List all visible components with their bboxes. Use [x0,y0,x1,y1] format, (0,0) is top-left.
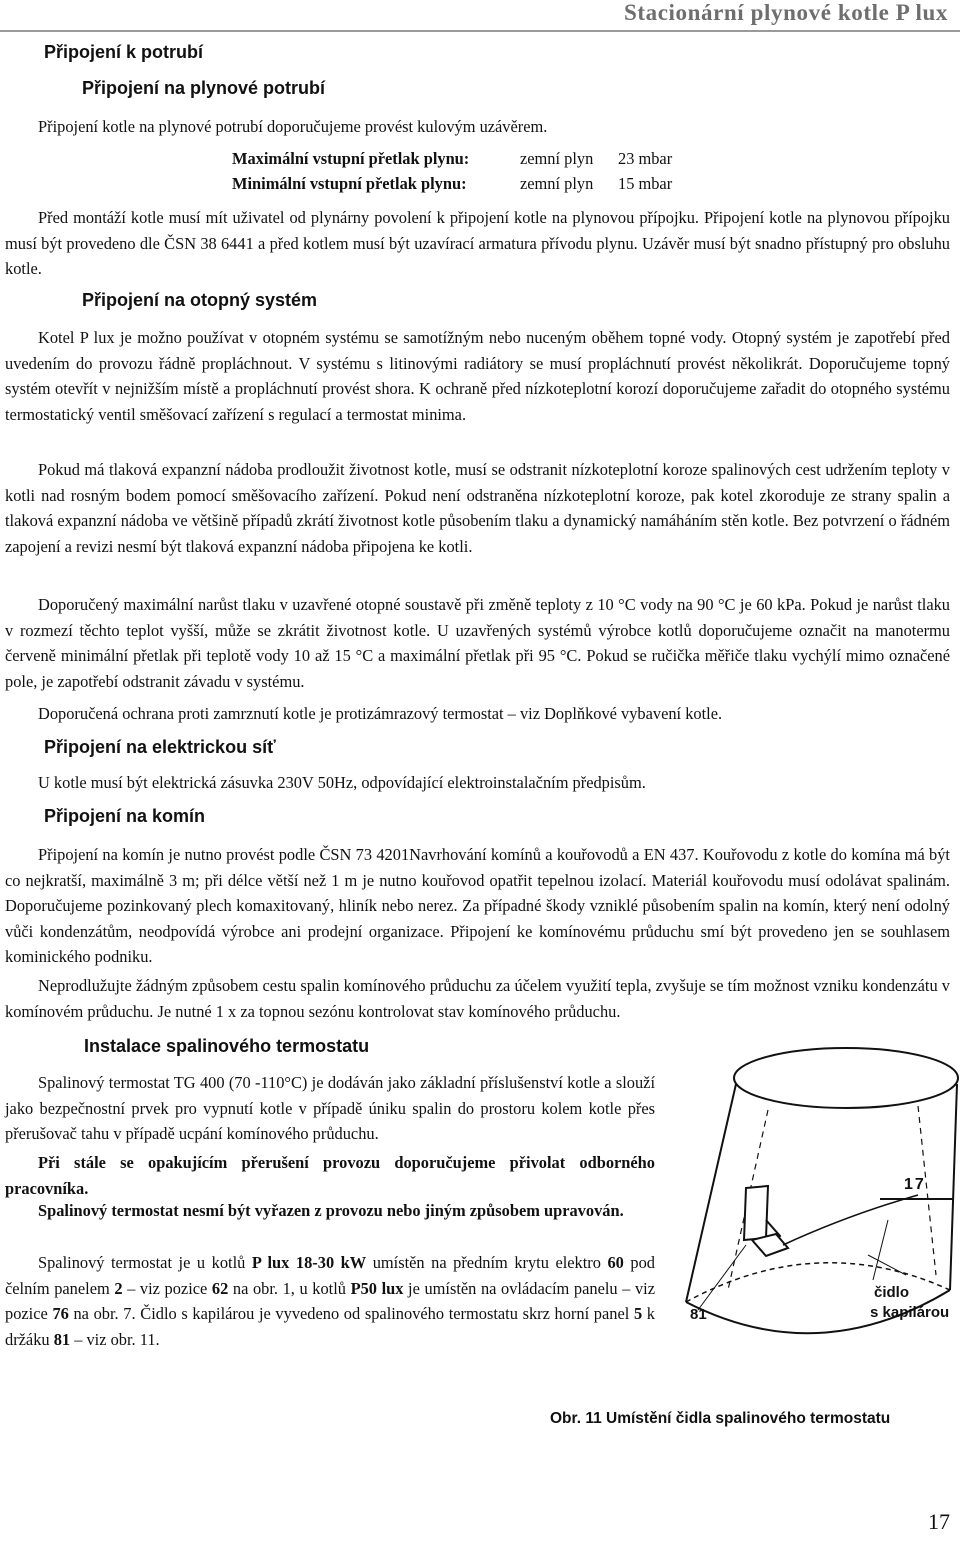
figure-label-17: 17 [904,1176,926,1193]
termostat-paragraph-3 [5,1250,655,1352]
header-rule [0,30,960,32]
funnel-top-rim [734,1048,958,1108]
section-title-potrubi: Připojení k potrubí [44,42,204,62]
termostat-warning-2: Spalinový termostat nesmí být vyřazen z provozu nebo jiným způsobem upravován. [38,1201,624,1220]
position-ref: 2 [114,1278,123,1298]
boiler-model-ref: P lux 18-30 kW [251,1253,367,1272]
flue-hood-drawing [668,1040,960,1380]
page-number: 17 [928,1509,950,1534]
elektrika-text: U kotle musí být elektrická zásuvka 230V 50Hz, odpovídající elektroinstalačním předpisům. [38,773,646,792]
figure-sensor-placement [668,1040,960,1380]
position-ref: 76 [52,1304,69,1323]
pressure-table [232,146,672,196]
pressure-value: 23 mbar [618,149,673,168]
holder-81 [744,1186,768,1240]
funnel-right-side [950,1084,957,1290]
leader-17 [873,1220,888,1280]
text-run: umístěn na předním krytu elektro [366,1253,608,1272]
text-run: Spalinový termostat je u kotlů [38,1253,252,1272]
funnel-bottom-back [686,1263,950,1302]
section-title-otopny: Připojení na otopný systém [82,290,318,310]
text-run: na obr. 1, u kotlů [228,1278,351,1298]
otopny-paragraph-1: Kotel P lux je možno používat v otopném systému se samotížným nebo nuceným oběhem topné vody. Otopný systém je zapotřebí před uvedením do provozu řádně propláchnout. V systému s litinovými radiátory se musí propláchnutí provést několikrát. Doporučujeme topný systém otevřít v nejnižším místě a propláchnutí provést shora. K ochraně před nízkoteplotní korozí doporučujeme zařadit do otopného systému termostatický ventil směšovací zařízení s regulací a termostat minima. [5,328,950,424]
pressure-gas: zemní plyn [520,149,594,168]
label-17-underline [880,1198,954,1200]
figure-caption: Obr. 11 Umístění čidla spalinového termostatu [550,1410,891,1427]
pressure-label: Maximální vstupní přetlak plynu: [232,149,470,168]
leader-81 [698,1245,746,1310]
otopny-paragraph-3: Doporučený maximální narůst tlaku v uzavřené otopné soustavě při změně teploty z 10 °C vody na 90 °C je 60 kPa. Pokud je narůst tlaku v rozmezí těchto teplot vyšší, může se zkrátit životnost kotle. U uzavřených systémů výrobce kotlů doporučujeme označit na manotermu červeně minimální přetlak při teplotě vody 10 až 15 °C a maximální přetlak při 95 °C. Pokud se ručička měřiče tlaku vychýlí mimo označené pole, je zapotřebí odstranit závadu v systému. [5,595,950,691]
gas-intro-text: Připojení kotle na plynové potrubí doporučujeme provést kulovým uzávěrem. [38,117,548,136]
leader-cidlo [868,1255,906,1275]
otopny-paragraph-4: Doporučená ochrana proti zamrznutí kotle je protizámrazový termostat – viz Doplňkové vybavení kotle. [38,704,723,723]
position-ref: 62 [211,1278,229,1298]
pressure-gas: zemní plyn [520,174,594,193]
position-ref: 5 [633,1304,643,1323]
text-run: na obr. 7. Čidlo s kapilárou je vyvedeno od spalinového termostatu skrz horní panel [68,1304,634,1323]
text-run: k držáku [5,1304,655,1349]
position-ref: 60 [607,1253,624,1272]
subsection-title-gas: Připojení na plynové potrubí [82,78,326,98]
figure-label-kapilara: s kapilárou [870,1304,950,1321]
pressure-label: Minimální vstupní přetlak plynu: [232,174,467,193]
pressure-row-max [232,146,672,171]
komin-paragraph-2: Neprodlužujte žádným způsobem cestu spalin komínového průduchu za účelem využití tepla, zvyšuje se tím možnost vzniku kondenzátu v komínovém průduchu. Je nutné 1 x za topnou sezónu kontrolovat stav komínového průduchu. [5,976,950,1021]
boiler-model-ref: P50 lux [350,1278,404,1298]
running-title: Stacionární plynové kotle P lux [623,0,948,25]
figure-label-cidlo: čidlo [874,1284,910,1301]
capillary-tube [783,1195,918,1245]
figure-label-81: 81 [690,1306,707,1323]
termostat-warning-1: Při stále se opakujícím přerušení provozu doporučujeme přivolat odborného pracovníka. [5,1153,655,1198]
komin-paragraph-1: Připojení na komín je nutno provést podle ČSN 73 4201Navrhování komínů a kouřovodů a EN 437. Kouřovodu z kotle do komína má být co nejkratší, maximálně 3 m; při délce větší než 1 m je nutno kouřovod opatřit tepelnou izolací. Materiál kouřovodu musí odolávat spalinám. Doporučujeme pozinkovaný plech komaxitovaný, hliník nebo nerez. Za případné škody vzniklé působením spalin na komín, který není odolný vůči kondenzátům, neodpovídá výrobce ani prodejní organizace. Připojení ke komínovému průduchu smí být provedeno jen se souhlasem kominického podniku. [5,845,950,966]
text-run: pod čelním panelem [5,1253,655,1298]
position-ref: 81 [53,1329,71,1349]
pressure-value: 15 mbar [618,174,673,193]
section-title-komin: Připojení na komín [44,806,206,826]
text-run: – viz obr. 11. [70,1329,160,1349]
text-run: je umístěn na ovládacím panelu – viz pozice [5,1278,656,1323]
pressure-row-min [232,171,672,196]
text-run: – viz pozice [122,1278,212,1298]
section-title-termostat: Instalace spalinového termostatu [84,1036,370,1056]
termostat-paragraph-1: Spalinový termostat TG 400 (70 -110°C) je dodáván jako základní příslušenství kotle a slouží jako bezpečnostní prvek pro vypnutí kotle v případě úniku spalin do prostoru kolem kotle přes přerušovač tahu v případě ucpání komínového průduchu. [5,1073,655,1143]
otopny-paragraph-2: Pokud má tlaková expanzní nádoba prodloužit životnost kotle, musí se odstranit nízkoteplotní koroze spalinových cest udržením teploty v kotli nad rosným bodem pomocí směšovacího zařízení. Pokud není odstraněna nízkoteplotní koroze, pak kotel zkoroduje ze strany spalin a tlaková expanzní nádoba ve většině případů zkrátí životnost kotle působením tlaku a dynamický namáháním stěn kotle. Bez potvrzení o řádném zapojení a revizi nesmí být tlaková expanzní nádoba připojena ke kotli. [5,460,950,556]
section-title-elektrika: Připojení na elektrickou síť [44,737,276,757]
gas-body-text: Před montáží kotle musí mít uživatel od plynárny povolení k připojení kotle na plynovou přípojku. Připojení kotle na plynovou přípojku musí být provedeno dle ČSN 38 6441 a před kotlem musí být uzavírací armatura přívodu plynu. Uzávěr musí být snadno přístupný pro obsluhu kotle. [5,208,950,278]
